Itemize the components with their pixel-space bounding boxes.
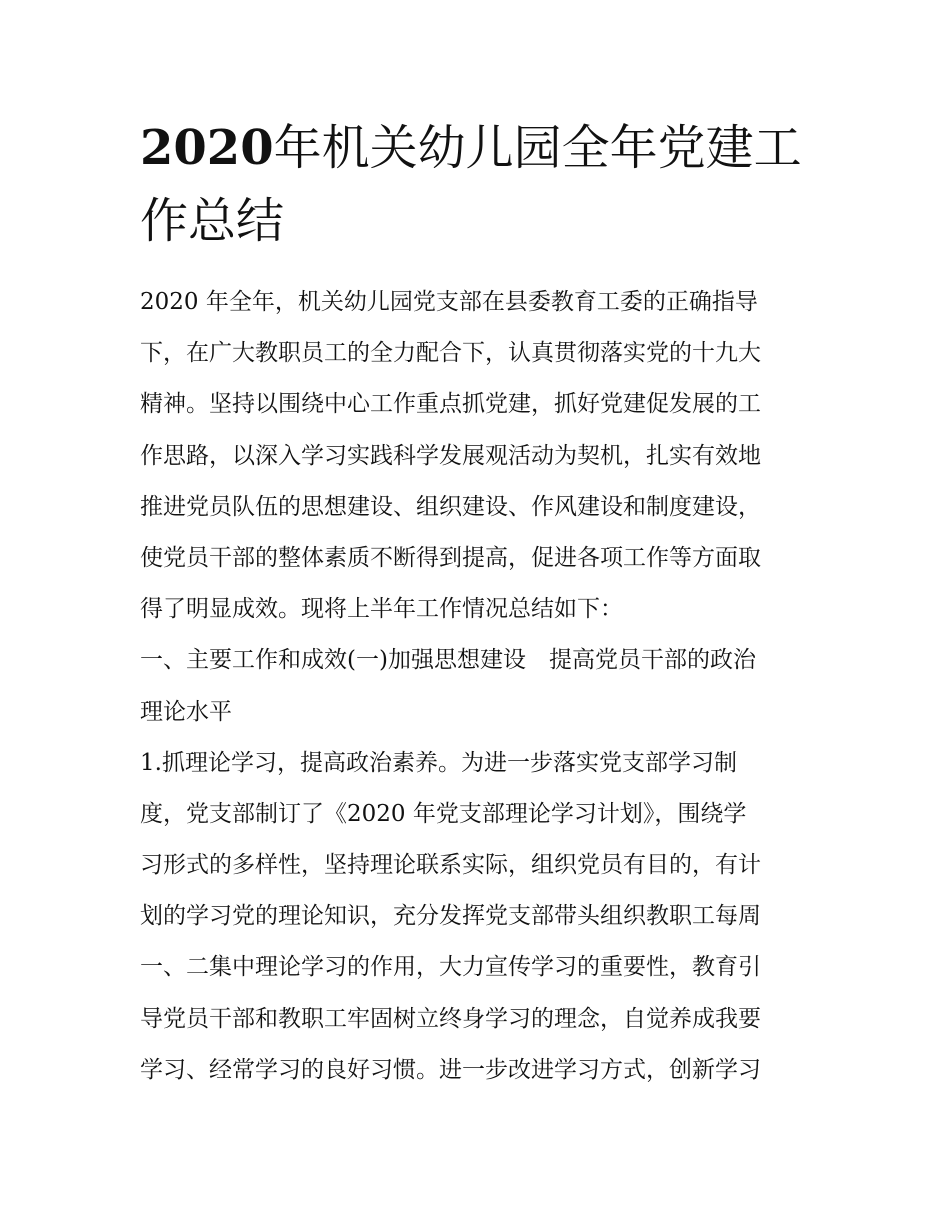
body-line: 习形式的多样性，坚持理论联系实际，组织党员有目的，有计 bbox=[140, 852, 761, 879]
title-line2: 作总结 bbox=[140, 193, 285, 249]
body-line: 精神。坚持以围绕中心工作重点抓党建，抓好党建促发展的工 bbox=[140, 391, 761, 418]
body-line: 推进党员队伍的思想建设、组织建设、作风建设和制度建设， bbox=[140, 493, 761, 520]
title-year: 2020 bbox=[140, 120, 274, 176]
section-heading: 一、主要工作和成效(一)加强思想建设 提高党员干部的政治 bbox=[140, 647, 756, 674]
body-line: 一、二集中理论学习的作用，大力宣传学习的重要性，教育引 bbox=[140, 954, 761, 981]
body-line: 2020 年全年，机关幼儿园党支部在县委教育工委的正确指导 bbox=[140, 289, 758, 315]
body-line: 作思路，以深入学习实践科学发展观活动为契机，扎实有效地 bbox=[140, 442, 761, 469]
title-line1: 年机关幼儿园全年党建工 bbox=[273, 120, 802, 176]
body-line: 得了明显成效。现将上半年工作情况总结如下： bbox=[140, 596, 623, 623]
body-line: 度，党支部制订了《2020 年党支部理论学习计划》，围绕学 bbox=[140, 800, 747, 827]
document-body bbox=[140, 277, 812, 1096]
body-line: 导党员干部和教职工牢固树立终身学习的理念，自觉养成我要 bbox=[140, 1005, 761, 1032]
document-title bbox=[140, 112, 820, 258]
body-line: 使党员干部的整体素质不断得到提高，促进各项工作等方面取 bbox=[140, 544, 761, 571]
body-line: 划的学习党的理论知识，充分发挥党支部带头组织教职工每周 bbox=[140, 903, 761, 930]
body-line: 下，在广大教职员工的全力配合下，认真贯彻落实党的十九大 bbox=[140, 340, 761, 367]
section-heading-continued: 理论水平 bbox=[140, 698, 232, 725]
body-line: 1.抓理论学习，提高政治素养。为进一步落实党支部学习制 bbox=[140, 749, 737, 776]
body-line: 学习、经常学习的良好习惯。进一步改进学习方式，创新学习 bbox=[140, 1056, 761, 1083]
